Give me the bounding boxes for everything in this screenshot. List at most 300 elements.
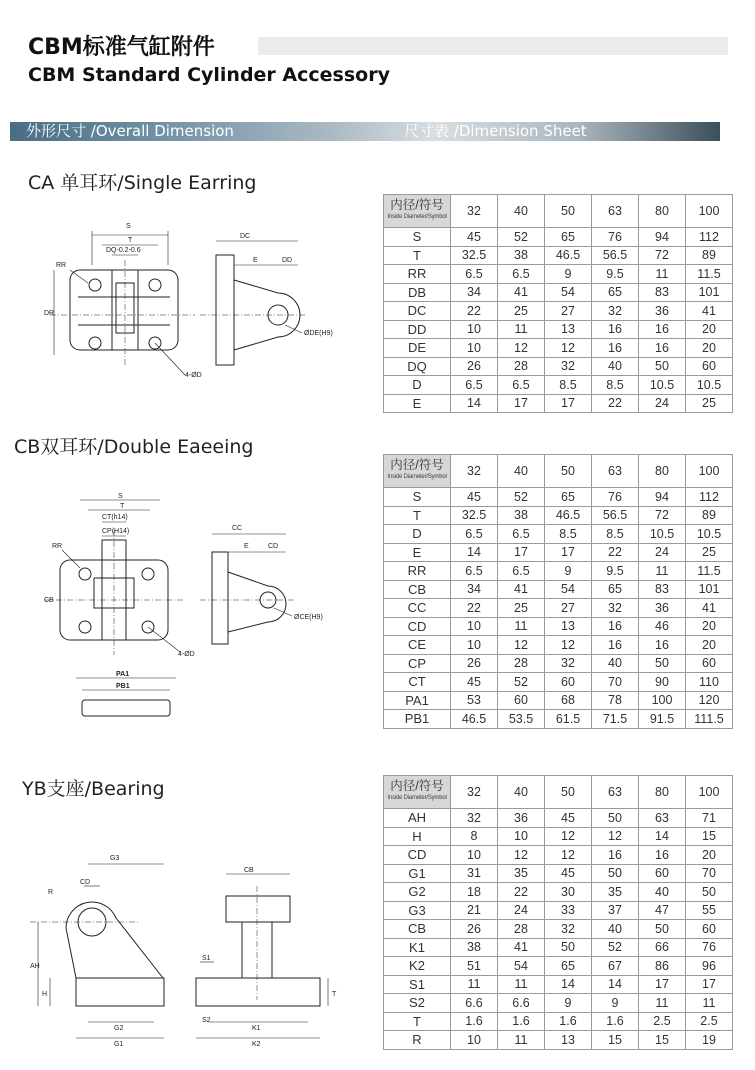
row-symbol-cell: R — [384, 1031, 451, 1050]
value-cell: 76 — [686, 938, 733, 957]
value-cell: 11.5 — [686, 265, 733, 284]
value-cell: 38 — [451, 938, 498, 957]
value-cell: 20 — [686, 320, 733, 339]
ca-label-dd: DD — [282, 257, 293, 264]
row-symbol-cell: E — [384, 394, 451, 413]
cb-label-cd: CD — [268, 543, 279, 550]
value-cell: 91.5 — [639, 710, 686, 729]
header-bore-cell: 50 — [545, 776, 592, 809]
value-cell: 16 — [592, 617, 639, 636]
value-cell: 17 — [686, 975, 733, 994]
table-row — [384, 339, 733, 358]
value-cell: 56.5 — [592, 246, 639, 265]
header-bore-cell: 80 — [639, 776, 686, 809]
value-cell: 61.5 — [545, 710, 592, 729]
cb-label-t: T — [120, 503, 125, 510]
header-bore-cell: 40 — [498, 195, 545, 228]
section-title-ca: CA 单耳环/Single Earring — [28, 172, 257, 194]
value-cell: 11 — [639, 994, 686, 1013]
value-cell: 35 — [498, 864, 545, 883]
value-cell: 32 — [545, 357, 592, 376]
value-cell: 53 — [451, 691, 498, 710]
row-symbol-cell: CD — [384, 846, 451, 865]
value-cell: 12 — [545, 846, 592, 865]
table-row — [384, 864, 733, 883]
table-row — [384, 376, 733, 395]
value-cell: 16 — [639, 636, 686, 655]
yb-label-g3: G3 — [110, 855, 120, 862]
row-symbol-cell: DD — [384, 320, 451, 339]
title-decor-bar — [258, 37, 728, 55]
value-cell: 47 — [639, 901, 686, 920]
header-label-en: Inside Diameter/Symbol — [387, 214, 447, 220]
value-cell: 11 — [498, 1031, 545, 1050]
header-bore-cell: 32 — [451, 195, 498, 228]
row-symbol-cell: G1 — [384, 864, 451, 883]
value-cell: 34 — [451, 580, 498, 599]
yb-label-cb: CB — [244, 867, 254, 874]
row-symbol-cell: S — [384, 228, 451, 247]
value-cell: 54 — [545, 580, 592, 599]
row-symbol-cell: CB — [384, 580, 451, 599]
row-symbol-cell: E — [384, 543, 451, 562]
value-cell: 12 — [592, 827, 639, 846]
table-row — [384, 525, 733, 544]
value-cell: 6.5 — [451, 525, 498, 544]
value-cell: 1.6 — [498, 1012, 545, 1031]
ca-drawing — [40, 215, 360, 385]
value-cell: 89 — [686, 246, 733, 265]
value-cell: 60 — [498, 691, 545, 710]
row-symbol-cell: DQ — [384, 357, 451, 376]
value-cell: 20 — [686, 339, 733, 358]
row-symbol-cell: T — [384, 1012, 451, 1031]
value-cell: 9 — [592, 994, 639, 1013]
value-cell: 45 — [545, 864, 592, 883]
ca-label-rr: RR — [56, 262, 67, 269]
cb-label-cb: CB — [44, 597, 54, 604]
table-row — [384, 809, 733, 828]
value-cell: 25 — [498, 599, 545, 618]
value-cell: 53.5 — [498, 710, 545, 729]
value-cell: 32.5 — [451, 246, 498, 265]
value-cell: 32 — [545, 654, 592, 673]
value-cell: 24 — [639, 394, 686, 413]
value-cell: 20 — [686, 636, 733, 655]
value-cell: 9.5 — [592, 562, 639, 581]
ca-label-dc: DC — [240, 233, 251, 240]
row-symbol-cell: CC — [384, 599, 451, 618]
value-cell: 50 — [545, 938, 592, 957]
value-cell: 50 — [592, 809, 639, 828]
value-cell: 19 — [686, 1031, 733, 1050]
value-cell: 8.5 — [545, 525, 592, 544]
value-cell: 13 — [545, 617, 592, 636]
value-cell: 22 — [592, 394, 639, 413]
value-cell: 83 — [639, 283, 686, 302]
value-cell: 10 — [451, 320, 498, 339]
value-cell: 52 — [498, 228, 545, 247]
value-cell: 10 — [451, 617, 498, 636]
table-row — [384, 654, 733, 673]
row-symbol-cell: DE — [384, 339, 451, 358]
header-bore-cell: 80 — [639, 455, 686, 488]
value-cell: 11 — [498, 320, 545, 339]
value-cell: 12 — [498, 339, 545, 358]
value-cell: 10 — [451, 846, 498, 865]
table-row — [384, 599, 733, 618]
page-title-cn: CBM标准气缸附件 — [28, 35, 215, 60]
cb-label-s: S — [118, 493, 123, 500]
value-cell: 10.5 — [686, 376, 733, 395]
header-symbol-cell — [384, 195, 451, 228]
value-cell: 46 — [639, 617, 686, 636]
value-cell: 86 — [639, 957, 686, 976]
value-cell: 10 — [498, 827, 545, 846]
value-cell: 36 — [639, 302, 686, 321]
value-cell: 6.6 — [451, 994, 498, 1013]
header-bore-cell: 100 — [686, 195, 733, 228]
yb-label-s1: S1 — [202, 955, 211, 962]
header-label-cn: 内径/符号 — [390, 198, 444, 212]
value-cell: 28 — [498, 654, 545, 673]
value-cell: 36 — [498, 809, 545, 828]
value-cell: 25 — [498, 302, 545, 321]
value-cell: 101 — [686, 580, 733, 599]
row-symbol-cell: DB — [384, 283, 451, 302]
cb-label-rr: RR — [52, 543, 63, 550]
table-row — [384, 228, 733, 247]
cb-label-ce: ØCE(H9) — [294, 614, 323, 621]
table-row — [384, 283, 733, 302]
page-title-en: CBM Standard Cylinder Accessory — [28, 64, 390, 86]
table-row — [384, 394, 733, 413]
value-cell: 68 — [545, 691, 592, 710]
header-bore-cell: 50 — [545, 455, 592, 488]
value-cell: 16 — [592, 320, 639, 339]
value-cell: 30 — [545, 883, 592, 902]
value-cell: 40 — [639, 883, 686, 902]
cb-label-e: E — [244, 543, 249, 550]
value-cell: 17 — [498, 543, 545, 562]
header-bore-cell: 63 — [592, 195, 639, 228]
value-cell: 10.5 — [686, 525, 733, 544]
row-symbol-cell: PB1 — [384, 710, 451, 729]
value-cell: 111.5 — [686, 710, 733, 729]
value-cell: 37 — [592, 901, 639, 920]
value-cell: 56.5 — [592, 506, 639, 525]
value-cell: 17 — [639, 975, 686, 994]
value-cell: 65 — [545, 228, 592, 247]
value-cell: 83 — [639, 580, 686, 599]
row-symbol-cell: PA1 — [384, 691, 451, 710]
row-symbol-cell: CD — [384, 617, 451, 636]
value-cell: 11 — [498, 975, 545, 994]
value-cell: 28 — [498, 920, 545, 939]
value-cell: 10 — [451, 636, 498, 655]
value-cell: 60 — [686, 357, 733, 376]
header-symbol-cell — [384, 455, 451, 488]
value-cell: 50 — [686, 883, 733, 902]
row-symbol-cell: D — [384, 376, 451, 395]
value-cell: 20 — [686, 846, 733, 865]
value-cell: 41 — [686, 599, 733, 618]
header-bore-cell: 100 — [686, 455, 733, 488]
value-cell: 11 — [498, 617, 545, 636]
table-row — [384, 357, 733, 376]
value-cell: 60 — [545, 673, 592, 692]
value-cell: 32.5 — [451, 506, 498, 525]
value-cell: 50 — [639, 654, 686, 673]
value-cell: 22 — [451, 599, 498, 618]
value-cell: 18 — [451, 883, 498, 902]
value-cell: 1.6 — [592, 1012, 639, 1031]
table-row — [384, 846, 733, 865]
yb-drawing — [28, 850, 358, 1050]
value-cell: 22 — [592, 543, 639, 562]
value-cell: 2.5 — [686, 1012, 733, 1031]
value-cell: 35 — [592, 883, 639, 902]
ca-label-dr: DR — [44, 310, 55, 317]
value-cell: 12 — [545, 636, 592, 655]
value-cell: 50 — [592, 864, 639, 883]
value-cell: 38 — [498, 246, 545, 265]
cb-label-ct: CT(h14) — [102, 514, 128, 521]
value-cell: 50 — [639, 357, 686, 376]
cb-label-d: 4-ØD — [178, 651, 195, 658]
value-cell: 45 — [451, 673, 498, 692]
table-row — [384, 994, 733, 1013]
value-cell: 26 — [451, 654, 498, 673]
header-bore-cell: 100 — [686, 776, 733, 809]
value-cell: 101 — [686, 283, 733, 302]
value-cell: 25 — [686, 543, 733, 562]
value-cell: 40 — [592, 654, 639, 673]
value-cell: 13 — [545, 1031, 592, 1050]
row-symbol-cell: RR — [384, 265, 451, 284]
value-cell: 27 — [545, 599, 592, 618]
value-cell: 31 — [451, 864, 498, 883]
value-cell: 6.6 — [498, 994, 545, 1013]
value-cell: 33 — [545, 901, 592, 920]
value-cell: 21 — [451, 901, 498, 920]
value-cell: 25 — [686, 394, 733, 413]
ca-label-t: T — [128, 237, 133, 244]
value-cell: 26 — [451, 920, 498, 939]
value-cell: 52 — [498, 673, 545, 692]
value-cell: 16 — [592, 846, 639, 865]
value-cell: 70 — [686, 864, 733, 883]
value-cell: 1.6 — [545, 1012, 592, 1031]
value-cell: 71.5 — [592, 710, 639, 729]
value-cell: 94 — [639, 488, 686, 507]
table-row — [384, 246, 733, 265]
value-cell: 6.5 — [451, 562, 498, 581]
value-cell: 10 — [451, 339, 498, 358]
value-cell: 41 — [498, 938, 545, 957]
table-row — [384, 302, 733, 321]
value-cell: 60 — [639, 864, 686, 883]
value-cell: 45 — [451, 228, 498, 247]
value-cell: 11 — [686, 994, 733, 1013]
yb-label-s2: S2 — [202, 1017, 211, 1024]
table-row — [384, 975, 733, 994]
value-cell: 14 — [592, 975, 639, 994]
cb-label-cp: CP(H14) — [102, 528, 130, 535]
yb-label-g2: G2 — [114, 1025, 124, 1032]
value-cell: 45 — [451, 488, 498, 507]
table-row — [384, 938, 733, 957]
yb-label-h: H — [42, 991, 48, 998]
table-row — [384, 488, 733, 507]
row-symbol-cell: S2 — [384, 994, 451, 1013]
value-cell: 12 — [498, 846, 545, 865]
header-bore-cell: 63 — [592, 776, 639, 809]
table-row — [384, 636, 733, 655]
value-cell: 38 — [498, 506, 545, 525]
table-row — [384, 580, 733, 599]
row-symbol-cell: AH — [384, 809, 451, 828]
ca-label-d: 4-ØD — [185, 372, 202, 379]
value-cell: 22 — [498, 883, 545, 902]
value-cell: 14 — [545, 975, 592, 994]
value-cell: 67 — [592, 957, 639, 976]
value-cell: 72 — [639, 506, 686, 525]
value-cell: 22 — [451, 302, 498, 321]
row-symbol-cell: CB — [384, 920, 451, 939]
dimension-table-ca — [383, 194, 733, 413]
value-cell: 8 — [451, 827, 498, 846]
value-cell: 11 — [451, 975, 498, 994]
ca-label-de: ØDE(H9) — [304, 330, 333, 337]
row-symbol-cell: S — [384, 488, 451, 507]
header-label-en: Inside Diameter/Symbol — [387, 474, 447, 480]
row-symbol-cell: G2 — [384, 883, 451, 902]
value-cell: 10.5 — [639, 525, 686, 544]
value-cell: 6.5 — [498, 376, 545, 395]
value-cell: 65 — [592, 580, 639, 599]
cb-label-cc: CC — [232, 525, 243, 532]
value-cell: 65 — [545, 957, 592, 976]
table-row — [384, 320, 733, 339]
value-cell: 63 — [639, 809, 686, 828]
value-cell: 96 — [686, 957, 733, 976]
value-cell: 34 — [451, 283, 498, 302]
row-symbol-cell: S1 — [384, 975, 451, 994]
value-cell: 94 — [639, 228, 686, 247]
value-cell: 24 — [498, 901, 545, 920]
section-title-cb: CB双耳环/Double Eaeeing — [14, 436, 254, 458]
value-cell: 40 — [592, 357, 639, 376]
value-cell: 32 — [545, 920, 592, 939]
value-cell: 12 — [545, 827, 592, 846]
value-cell: 8.5 — [592, 525, 639, 544]
cb-drawing — [40, 490, 360, 730]
value-cell: 9 — [545, 265, 592, 284]
table-row — [384, 920, 733, 939]
row-symbol-cell: RR — [384, 562, 451, 581]
row-symbol-cell: T — [384, 246, 451, 265]
row-symbol-cell: CE — [384, 636, 451, 655]
value-cell: 54 — [498, 957, 545, 976]
value-cell: 16 — [592, 339, 639, 358]
value-cell: 12 — [498, 636, 545, 655]
value-cell: 17 — [545, 394, 592, 413]
ca-label-s: S — [126, 223, 131, 230]
yb-label-g1: G1 — [114, 1041, 124, 1048]
value-cell: 27 — [545, 302, 592, 321]
value-cell: 11.5 — [686, 562, 733, 581]
row-symbol-cell: DC — [384, 302, 451, 321]
row-symbol-cell: G3 — [384, 901, 451, 920]
cb-label-pb1: PB1 — [116, 683, 130, 690]
value-cell: 78 — [592, 691, 639, 710]
table-header-row — [384, 776, 733, 809]
value-cell: 12 — [545, 339, 592, 358]
table-row — [384, 957, 733, 976]
value-cell: 6.5 — [498, 562, 545, 581]
value-cell: 10 — [451, 1031, 498, 1050]
value-cell: 41 — [498, 580, 545, 599]
table-row — [384, 562, 733, 581]
value-cell: 16 — [639, 339, 686, 358]
value-cell: 52 — [592, 938, 639, 957]
value-cell: 120 — [686, 691, 733, 710]
value-cell: 16 — [592, 636, 639, 655]
value-cell: 20 — [686, 617, 733, 636]
header-bore-cell: 63 — [592, 455, 639, 488]
value-cell: 41 — [498, 283, 545, 302]
row-symbol-cell: CP — [384, 654, 451, 673]
value-cell: 13 — [545, 320, 592, 339]
yb-label-t: T — [332, 991, 337, 998]
value-cell: 6.5 — [451, 265, 498, 284]
value-cell: 76 — [592, 488, 639, 507]
table-header-row — [384, 455, 733, 488]
table-row — [384, 710, 733, 729]
value-cell: 60 — [686, 920, 733, 939]
value-cell: 16 — [639, 846, 686, 865]
header-label-cn: 内径/符号 — [390, 458, 444, 472]
value-cell: 14 — [639, 827, 686, 846]
banner-right-label: 尺寸表 /Dimension Sheet — [404, 122, 587, 140]
table-row — [384, 901, 733, 920]
value-cell: 1.6 — [451, 1012, 498, 1031]
value-cell: 6.5 — [451, 376, 498, 395]
value-cell: 14 — [451, 394, 498, 413]
section-banner — [10, 122, 720, 141]
value-cell: 76 — [592, 228, 639, 247]
header-bore-cell: 40 — [498, 455, 545, 488]
header-symbol-cell — [384, 776, 451, 809]
value-cell: 112 — [686, 488, 733, 507]
value-cell: 17 — [498, 394, 545, 413]
yb-label-k1: K1 — [252, 1025, 261, 1032]
value-cell: 36 — [639, 599, 686, 618]
value-cell: 11 — [639, 562, 686, 581]
yb-label-k2: K2 — [252, 1041, 261, 1048]
row-symbol-cell: H — [384, 827, 451, 846]
table-row — [384, 1031, 733, 1050]
ca-label-dq: DQ-0.2-0.6 — [106, 247, 141, 254]
value-cell: 9 — [545, 562, 592, 581]
value-cell: 15 — [639, 1031, 686, 1050]
value-cell: 28 — [498, 357, 545, 376]
value-cell: 11 — [639, 265, 686, 284]
value-cell: 24 — [639, 543, 686, 562]
section-title-yb: YB支座/Bearing — [22, 778, 165, 800]
table-row — [384, 673, 733, 692]
